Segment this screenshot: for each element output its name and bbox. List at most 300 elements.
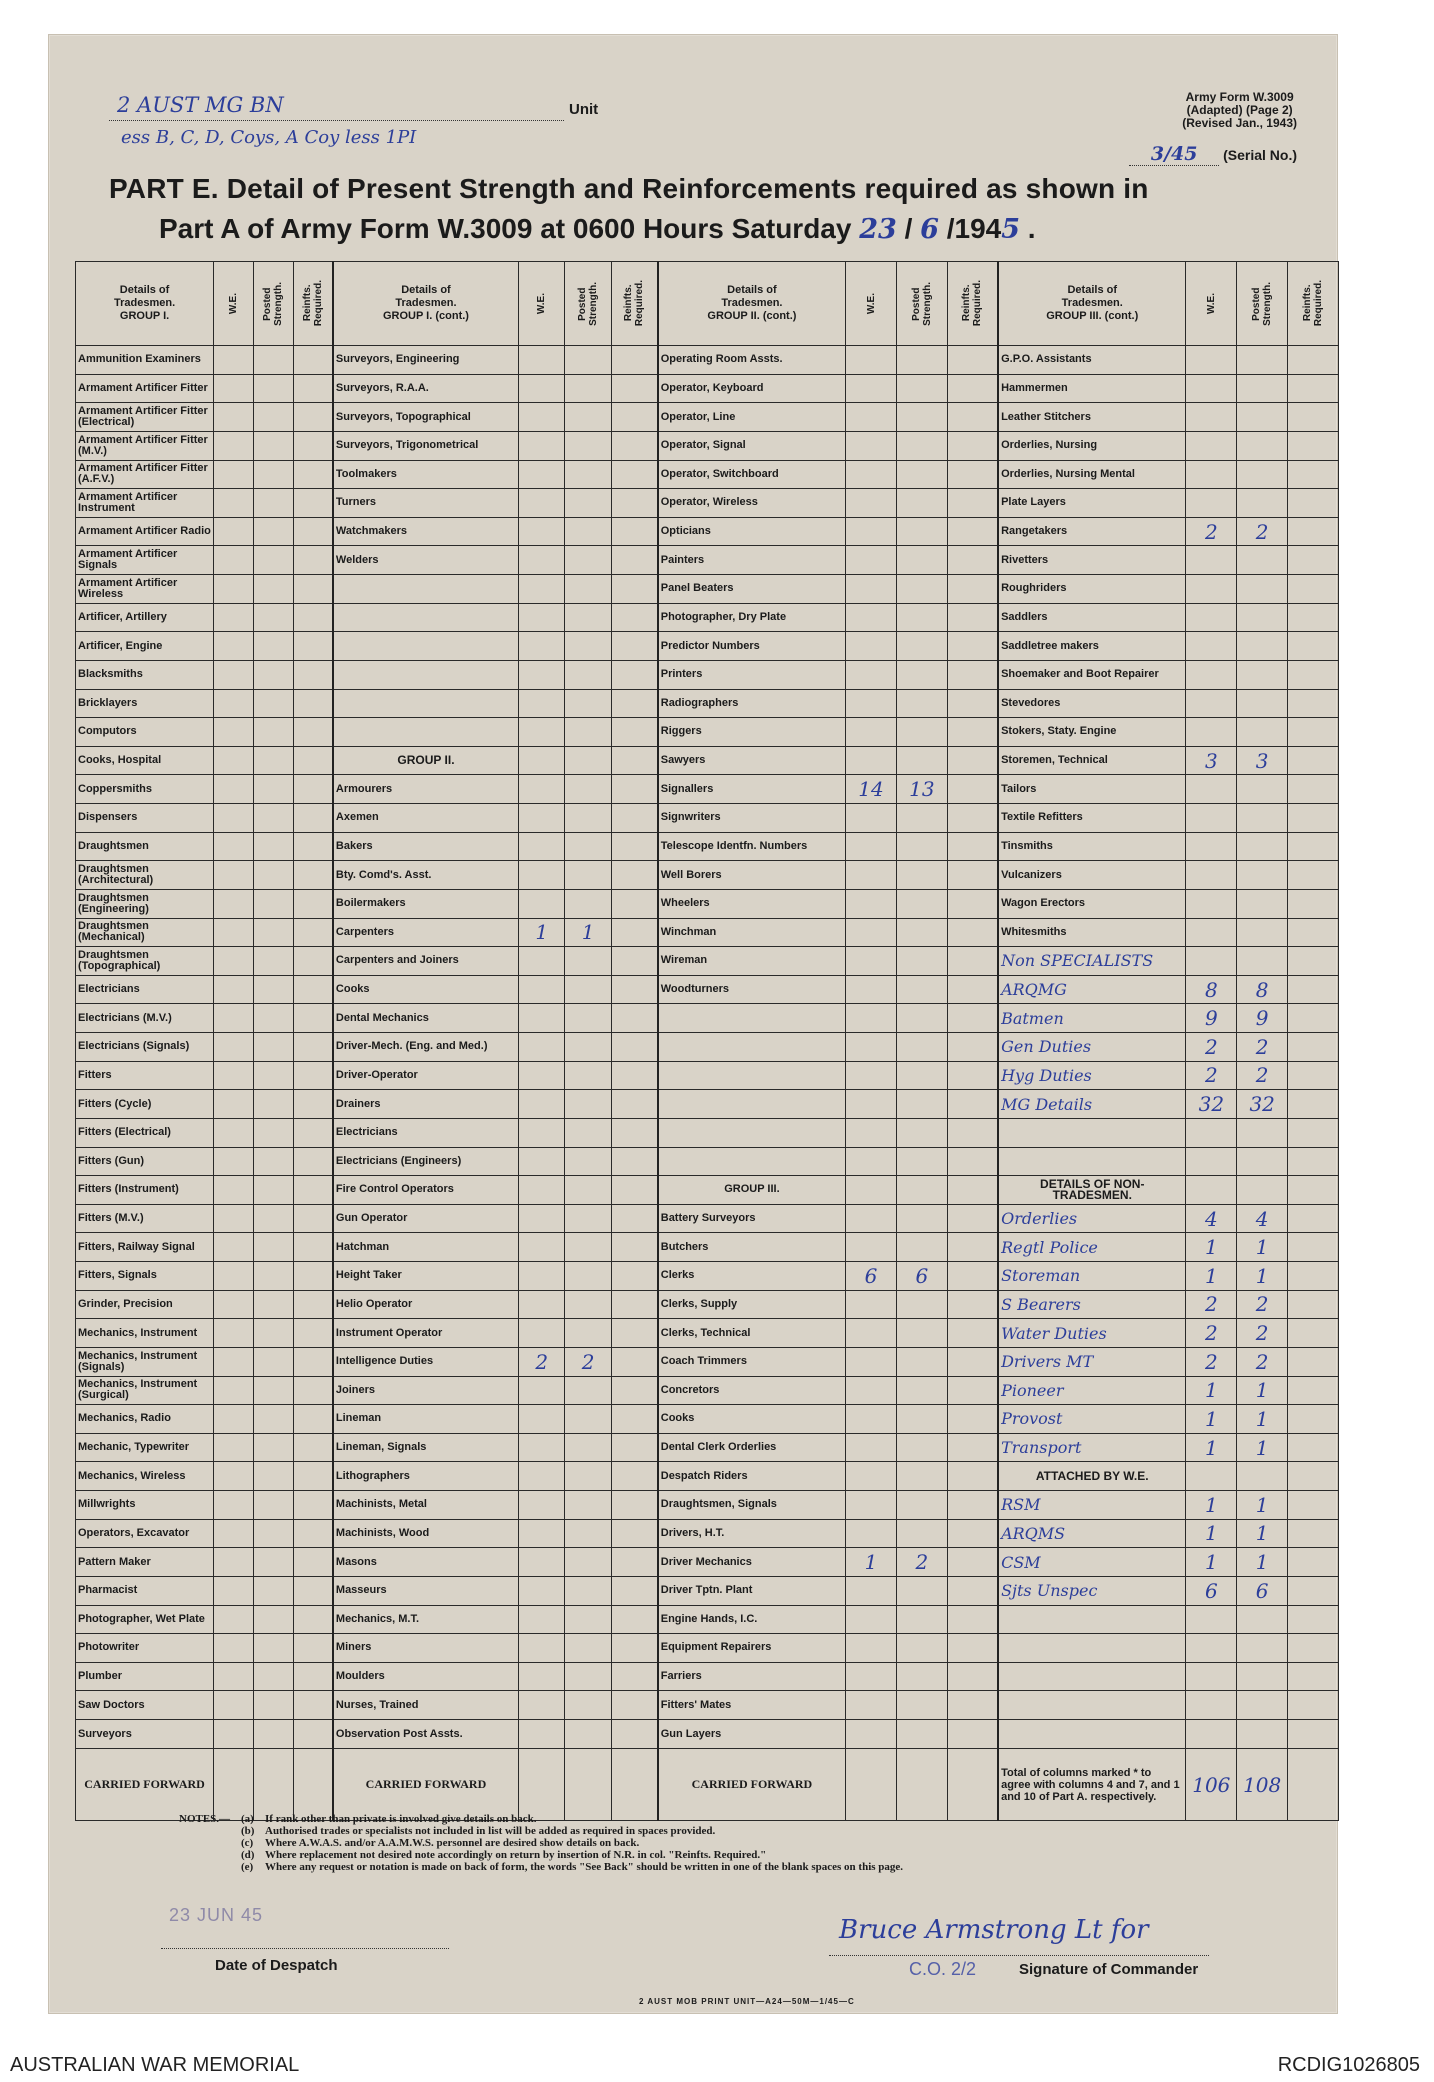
- posted-value: [1237, 804, 1288, 833]
- we-value: [519, 718, 565, 747]
- reinfts-value: [947, 1347, 998, 1376]
- reinfts-value: [1288, 374, 1339, 403]
- trade-name: Operator, Line: [658, 403, 846, 432]
- reinfts-value: [293, 1004, 333, 1033]
- col-header-reinfts: Reinfts. Required.: [293, 262, 333, 346]
- trade-name: Engine Hands, I.C.: [658, 1605, 846, 1634]
- reinfts-value: [293, 632, 333, 661]
- trade-name: [658, 1033, 846, 1062]
- table-row: [76, 1319, 1339, 1348]
- posted-value: 32: [1237, 1090, 1288, 1119]
- we-value: [214, 403, 254, 432]
- trade-name: Surveyors, Engineering: [333, 346, 519, 375]
- trade-name: Dental Clerk Orderlies: [658, 1433, 846, 1462]
- trade-name: Sawyers: [658, 746, 846, 775]
- posted-value: [565, 1491, 611, 1520]
- trade-name: [333, 575, 519, 604]
- reinfts-value: [947, 460, 998, 489]
- trade-name: Shoemaker and Boot Repairer: [998, 660, 1186, 689]
- we-value: [846, 746, 897, 775]
- posted-value: [896, 660, 947, 689]
- posted-value: 8: [1237, 975, 1288, 1004]
- we-value: [846, 1147, 897, 1176]
- we-value: [846, 689, 897, 718]
- we-value: 9: [1186, 1004, 1237, 1033]
- we-value: 1: [1186, 1519, 1237, 1548]
- reinfts-value: [611, 1462, 657, 1491]
- trade-name: [998, 1720, 1186, 1749]
- serial-handwritten: 3/45: [1129, 143, 1219, 166]
- we-value: [846, 575, 897, 604]
- reinfts-value: [611, 1433, 657, 1462]
- reinfts-value: [293, 832, 333, 861]
- we-value: [519, 1061, 565, 1090]
- reinfts-value: [1288, 1720, 1339, 1749]
- reinfts-value: [293, 546, 333, 575]
- posted-value: [253, 1061, 293, 1090]
- reinfts-value: [947, 1720, 998, 1749]
- reinfts-value: [1288, 346, 1339, 375]
- reinfts-value: [947, 1376, 998, 1405]
- posted-value: [253, 546, 293, 575]
- trade-name: Textile Refitters: [998, 804, 1186, 833]
- table-row: [76, 1662, 1339, 1691]
- we-value: [519, 603, 565, 632]
- reinfts-value: [293, 1720, 333, 1749]
- posted-value: 1: [1237, 1548, 1288, 1577]
- reinfts-value: [1288, 1090, 1339, 1119]
- reinfts-value: [293, 975, 333, 1004]
- we-value: 2: [1186, 1061, 1237, 1090]
- trade-name: Wheelers: [658, 889, 846, 918]
- we-value: [519, 632, 565, 661]
- table-row: [76, 632, 1339, 661]
- reinfts-value: [611, 1290, 657, 1319]
- reinfts-value: [293, 1033, 333, 1062]
- we-value: [214, 517, 254, 546]
- posted-value: [565, 1576, 611, 1605]
- we-value: [519, 1720, 565, 1749]
- posted-value: [253, 460, 293, 489]
- reinfts-value: [611, 1118, 657, 1147]
- we-value: [1186, 603, 1237, 632]
- trade-name: Turners: [333, 489, 519, 518]
- reinfts-value: [293, 1605, 333, 1634]
- reinfts-value: [1288, 1319, 1339, 1348]
- posted-value: [896, 346, 947, 375]
- reinfts-value: [947, 861, 998, 890]
- we-value: [1186, 804, 1237, 833]
- trade-name: Photographer, Wet Plate: [76, 1605, 214, 1634]
- posted-value: [253, 1347, 293, 1376]
- trade-name: Equipment Repairers: [658, 1634, 846, 1663]
- we-value: 2: [1186, 1319, 1237, 1348]
- posted-value: [1237, 460, 1288, 489]
- posted-value: [565, 1118, 611, 1147]
- posted-value: [565, 832, 611, 861]
- posted-value: [896, 1147, 947, 1176]
- posted-value: [253, 1233, 293, 1262]
- we-value: [846, 603, 897, 632]
- col-header-we: W.E.: [1186, 262, 1237, 346]
- posted-value: 1: [1237, 1405, 1288, 1434]
- posted-value: [1237, 1176, 1288, 1205]
- posted-value: [253, 975, 293, 1004]
- trade-name: Carpenters: [333, 918, 519, 947]
- reinfts-value: [1288, 660, 1339, 689]
- trade-name: Butchers: [658, 1233, 846, 1262]
- posted-value: [565, 1033, 611, 1062]
- reinfts-value: [611, 1090, 657, 1119]
- we-value: [519, 947, 565, 976]
- we-value: [519, 1262, 565, 1291]
- we-value: [214, 1462, 254, 1491]
- trade-name: Cooks: [658, 1405, 846, 1434]
- reinfts-value: [293, 1376, 333, 1405]
- reinfts-value: [1288, 1004, 1339, 1033]
- reinfts-value: [611, 689, 657, 718]
- table-row: [76, 1376, 1339, 1405]
- reinfts-value: [947, 1634, 998, 1663]
- trade-name: Plate Layers: [998, 489, 1186, 518]
- posted-value: [253, 775, 293, 804]
- reinfts-value: [611, 804, 657, 833]
- reinfts-value: [1288, 918, 1339, 947]
- reinfts-value: [1288, 746, 1339, 775]
- table-row: [76, 1720, 1339, 1749]
- reinfts-value: [293, 403, 333, 432]
- posted-value: [253, 947, 293, 976]
- we-value: [1186, 1118, 1237, 1147]
- reinfts-value: [611, 1176, 657, 1205]
- posted-value: [896, 1576, 947, 1605]
- we-value: [519, 975, 565, 1004]
- posted-value: [253, 575, 293, 604]
- trade-name: Lineman: [333, 1405, 519, 1434]
- we-value: [519, 1605, 565, 1634]
- reinfts-value: [947, 1491, 998, 1520]
- we-value: [214, 1548, 254, 1577]
- trade-name: Bty. Comd's. Asst.: [333, 861, 519, 890]
- trade-name: Pioneer: [998, 1376, 1186, 1405]
- we-value: [519, 1004, 565, 1033]
- reinfts-value: [947, 889, 998, 918]
- trade-name: Riggers: [658, 718, 846, 747]
- we-value: [519, 1376, 565, 1405]
- trade-name: Dispensers: [76, 804, 214, 833]
- posted-value: [896, 918, 947, 947]
- posted-value: [1237, 1118, 1288, 1147]
- posted-value: [1237, 947, 1288, 976]
- we-value: 1: [1186, 1548, 1237, 1577]
- we-value: 1: [1186, 1262, 1237, 1291]
- we-value: [846, 918, 897, 947]
- table-body: [76, 346, 1339, 1749]
- we-value: 2: [519, 1347, 565, 1376]
- posted-value: 2: [565, 1347, 611, 1376]
- form-ref-line: Army Form W.3009: [1185, 90, 1294, 104]
- col-header-posted: Posted Strength.: [565, 262, 611, 346]
- posted-value: [896, 431, 947, 460]
- reinfts-value: [611, 603, 657, 632]
- trade-name: Gen Duties: [998, 1033, 1186, 1062]
- date-year-hw: 5: [1001, 214, 1021, 245]
- we-value: [1186, 489, 1237, 518]
- posted-value: [253, 1405, 293, 1434]
- we-value: [519, 1319, 565, 1348]
- date-month: 6: [920, 214, 939, 245]
- trade-name: Gun Operator: [333, 1204, 519, 1233]
- reinfts-value: [947, 575, 998, 604]
- we-value: [214, 1262, 254, 1291]
- reinfts-value: [293, 947, 333, 976]
- posted-value: [565, 1319, 611, 1348]
- col-header-reinfts: Reinfts. Required.: [611, 262, 657, 346]
- trade-name: Helio Operator: [333, 1290, 519, 1319]
- posted-value: [1237, 861, 1288, 890]
- trade-name: Draughtsmen (Mechanical): [76, 918, 214, 947]
- trade-name: Lineman, Signals: [333, 1433, 519, 1462]
- trade-name: Draughtsmen (Architectural): [76, 861, 214, 890]
- table-row: [76, 1405, 1339, 1434]
- trade-name: Mechanics, Instrument: [76, 1319, 214, 1348]
- print-imprint: 2 AUST MOB PRINT UNIT—A24—50M—1/45—C: [639, 1997, 855, 2006]
- posted-value: [565, 746, 611, 775]
- table-row: [76, 1004, 1339, 1033]
- we-value: [214, 575, 254, 604]
- trade-name: Operator, Wireless: [658, 489, 846, 518]
- trade-name: Wagon Erectors: [998, 889, 1186, 918]
- reinfts-value: [947, 1033, 998, 1062]
- reinfts-value: [611, 1004, 657, 1033]
- table-row: [76, 1147, 1339, 1176]
- table-row: [76, 546, 1339, 575]
- we-value: [519, 1634, 565, 1663]
- reinfts-value: [947, 660, 998, 689]
- reinfts-value: [947, 832, 998, 861]
- we-value: [519, 546, 565, 575]
- we-value: [846, 517, 897, 546]
- group-heading: GROUP III.: [658, 1176, 846, 1205]
- we-value: [519, 861, 565, 890]
- carried-forward-row: [76, 1749, 1339, 1821]
- posted-value: 13: [896, 775, 947, 804]
- note-text: Where any request or notation is made on back of form, the words "See Back" should be written in one of the blank spaces on this page.: [265, 1861, 904, 1873]
- posted-value: [565, 889, 611, 918]
- we-value: [214, 431, 254, 460]
- we-value: [1186, 346, 1237, 375]
- we-value: [214, 1491, 254, 1520]
- trade-name: Driver-Operator: [333, 1061, 519, 1090]
- we-value: [846, 1720, 897, 1749]
- posted-value: [253, 1634, 293, 1663]
- trade-name: Printers: [658, 660, 846, 689]
- trade-name: Roughriders: [998, 575, 1186, 604]
- table-row: [76, 489, 1339, 518]
- reinfts-value: [611, 1204, 657, 1233]
- we-value: [214, 889, 254, 918]
- posted-value: [253, 1720, 293, 1749]
- reinfts-value: [1288, 575, 1339, 604]
- trade-name: [998, 1662, 1186, 1691]
- we-value: [519, 832, 565, 861]
- reinfts-value: [947, 947, 998, 976]
- we-value: [214, 832, 254, 861]
- carried-forward-label: CARRIED FORWARD: [333, 1749, 519, 1821]
- we-value: [846, 1176, 897, 1205]
- reinfts-value: [293, 603, 333, 632]
- reinfts-value: [1288, 1634, 1339, 1663]
- reinfts-value: [611, 1720, 657, 1749]
- table-row: [76, 889, 1339, 918]
- posted-value: [253, 1262, 293, 1291]
- reinfts-value: [611, 1233, 657, 1262]
- trade-name: Provost: [998, 1405, 1186, 1434]
- reinfts-value: [293, 431, 333, 460]
- posted-value: [253, 746, 293, 775]
- trade-name: Fitters (Cycle): [76, 1090, 214, 1119]
- trade-name: Artificer, Artillery: [76, 603, 214, 632]
- trade-name: Nurses, Trained: [333, 1691, 519, 1720]
- trade-name: Computors: [76, 718, 214, 747]
- posted-value: [253, 718, 293, 747]
- table-row: [76, 832, 1339, 861]
- trade-name: [333, 689, 519, 718]
- posted-value: [896, 1004, 947, 1033]
- we-value: [519, 1491, 565, 1520]
- reinfts-value: [611, 489, 657, 518]
- posted-value: [565, 1376, 611, 1405]
- posted-value: 1: [1237, 1491, 1288, 1520]
- trade-name: Welders: [333, 546, 519, 575]
- trade-name: Gun Layers: [658, 1720, 846, 1749]
- reinfts-value: [611, 1491, 657, 1520]
- posted-value: [253, 689, 293, 718]
- trade-name: Tailors: [998, 775, 1186, 804]
- reinfts-value: [293, 489, 333, 518]
- trade-name: [658, 1118, 846, 1147]
- we-value: [519, 1548, 565, 1577]
- reinfts-value: [611, 1605, 657, 1634]
- trade-name: Cooks: [333, 975, 519, 1004]
- reinfts-value: [293, 1290, 333, 1319]
- serial-label: (Serial No.): [1223, 147, 1297, 163]
- reinfts-value: [1288, 1433, 1339, 1462]
- we-value: [214, 1233, 254, 1262]
- reinfts-value: [947, 489, 998, 518]
- we-value: [214, 489, 254, 518]
- we-value: [1186, 632, 1237, 661]
- trade-name: Clerks, Technical: [658, 1319, 846, 1348]
- trade-name: Non SPECIALISTS: [998, 947, 1186, 976]
- posted-value: [896, 1290, 947, 1319]
- reinfts-value: [1288, 517, 1339, 546]
- we-value: [519, 403, 565, 432]
- col-header-we: W.E.: [519, 262, 565, 346]
- reinfts-value: [1288, 403, 1339, 432]
- table-row: [76, 775, 1339, 804]
- trade-name: Saw Doctors: [76, 1691, 214, 1720]
- reinfts-value: [293, 1204, 333, 1233]
- signature-label: Signature of Commander: [1019, 1961, 1199, 1978]
- trade-name: Fitters (M.V.): [76, 1204, 214, 1233]
- posted-value: [896, 1233, 947, 1262]
- we-value: [214, 1204, 254, 1233]
- posted-value: [565, 632, 611, 661]
- posted-value: [896, 460, 947, 489]
- reinfts-value: [611, 1347, 657, 1376]
- reinfts-value: [293, 1634, 333, 1663]
- posted-value: 3: [1237, 746, 1288, 775]
- reinfts-value: [611, 374, 657, 403]
- posted-value: [253, 1519, 293, 1548]
- we-value: 3: [1186, 746, 1237, 775]
- we-value: [1186, 1176, 1237, 1205]
- we-value: [846, 1662, 897, 1691]
- trade-name: Armament Artificer Fitter (A.F.V.): [76, 460, 214, 489]
- posted-value: 2: [1237, 1290, 1288, 1319]
- reinfts-value: [947, 1233, 998, 1262]
- trade-name: [333, 632, 519, 661]
- we-value: [519, 1090, 565, 1119]
- posted-value: [896, 889, 947, 918]
- reinfts-value: [1288, 1347, 1339, 1376]
- unit-label: Unit: [569, 101, 599, 118]
- we-value: 4: [1186, 1204, 1237, 1233]
- reinfts-value: [947, 1576, 998, 1605]
- co-stamp: C.O. 2/2: [909, 1959, 977, 1979]
- archive-label: AUSTRALIAN WAR MEMORIAL: [10, 2054, 300, 2076]
- trade-name: Cooks, Hospital: [76, 746, 214, 775]
- posted-value: [896, 1319, 947, 1348]
- reinfts-value: [947, 603, 998, 632]
- group-heading: ATTACHED BY W.E.: [998, 1462, 1186, 1491]
- reinfts-value: [293, 660, 333, 689]
- reinfts-value: [1288, 431, 1339, 460]
- trade-name: Orderlies: [998, 1204, 1186, 1233]
- we-value: [519, 431, 565, 460]
- we-value: [519, 1519, 565, 1548]
- reinfts-value: [293, 1691, 333, 1720]
- trade-name: Electricians: [333, 1118, 519, 1147]
- reinfts-value: [293, 1147, 333, 1176]
- col-header-posted: Posted Strength.: [896, 262, 947, 346]
- posted-value: [896, 1519, 947, 1548]
- we-value: [846, 1204, 897, 1233]
- reinfts-value: [1288, 804, 1339, 833]
- posted-value: [565, 660, 611, 689]
- page-title-line1: PART E. Detail of Present Strength and Reinforcements required as shown in: [109, 173, 1149, 204]
- trade-name: Vulcanizers: [998, 861, 1186, 890]
- trade-name: [658, 1061, 846, 1090]
- col-header-posted: Posted Strength.: [1237, 262, 1288, 346]
- posted-value: [896, 1347, 947, 1376]
- trade-name: S Bearers: [998, 1290, 1186, 1319]
- trade-name: Sjts Unspec: [998, 1576, 1186, 1605]
- we-value: [214, 660, 254, 689]
- we-value: [519, 1433, 565, 1462]
- posted-value: [565, 718, 611, 747]
- posted-value: [565, 1433, 611, 1462]
- we-value: [519, 889, 565, 918]
- we-value: [846, 947, 897, 976]
- reinfts-value: [293, 1405, 333, 1434]
- reinfts-value: [947, 1090, 998, 1119]
- we-value: [846, 1347, 897, 1376]
- posted-value: 6: [1237, 1576, 1288, 1605]
- reinfts-value: [947, 1262, 998, 1291]
- trade-name: Height Taker: [333, 1262, 519, 1291]
